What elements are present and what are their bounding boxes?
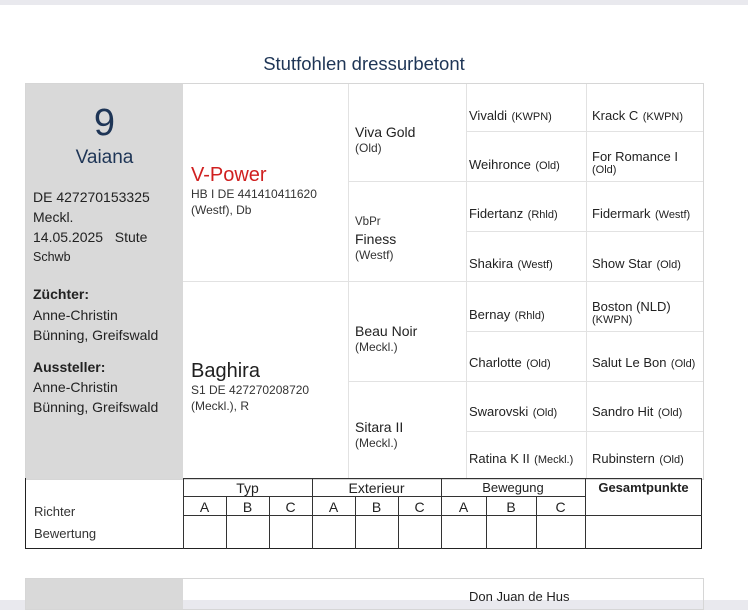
catalog-entry (25, 83, 704, 480)
group-bewegung: Bewegung (482, 480, 544, 495)
g4-5: Boston (NLD) (KWPN) (592, 299, 671, 326)
sd-prefix: VbPr (355, 216, 381, 228)
divider (466, 431, 703, 432)
ds-name: Beau Noir (355, 323, 418, 339)
divider (466, 131, 703, 132)
sire-reg: HB I DE 441410411620 (191, 187, 317, 201)
breeder-line-1: Anne-Christin (33, 307, 118, 323)
g4-6: Salut Le Bon (Old) (592, 355, 696, 370)
group-exterieur: Exterieur (348, 480, 405, 496)
class-title: Stutfohlen dressurbetont (263, 53, 465, 74)
divider (348, 381, 703, 382)
g3-8: Ratina K II (Meckl.) (469, 451, 574, 466)
sd-name: Finess (355, 231, 397, 247)
ss-breed: (Old) (355, 141, 382, 155)
horse-name: Vaiana (75, 147, 134, 168)
sire-name: V-Power (191, 164, 267, 186)
g3-4: Shakira (Westf) (469, 256, 553, 271)
breeder-label: Züchter: (33, 286, 89, 302)
horse-breed: Meckl. (33, 209, 74, 225)
divider (183, 496, 585, 497)
sire-breed: (Westf), Db (191, 203, 252, 217)
dd-name: Sitara II (355, 419, 404, 435)
horse-color: Schwb (33, 250, 71, 264)
dam-breed: (Meckl.), R (191, 399, 249, 413)
rating-label: Bewertung (34, 526, 97, 541)
next-catalog-entry (25, 578, 704, 610)
g3-2: Weihronce (Old) (469, 157, 560, 172)
horse-info-panel (26, 579, 183, 609)
sub-a: A (458, 499, 469, 515)
sub-c: C (414, 499, 425, 515)
ds-breed: (Meckl.) (355, 340, 398, 354)
g3-7: Swarovski (Old) (469, 404, 558, 419)
horse-info-panel (26, 84, 183, 479)
breeder-line-2: Bünning, Greifswald (33, 327, 159, 343)
dd-breed: (Meckl.) (355, 436, 398, 450)
divider (348, 84, 349, 479)
divider (183, 515, 702, 516)
sub-a: A (199, 499, 210, 515)
divider (466, 231, 703, 232)
horse-sex: Stute (114, 229, 148, 245)
divider (183, 478, 702, 479)
judge-label: Richter (34, 504, 76, 519)
horse-birth-sex (33, 228, 147, 247)
exhibitor-line-2: Bünning, Greifswald (33, 399, 159, 415)
g3-1: Don Juan de Hus (469, 589, 570, 604)
divider (348, 181, 703, 182)
g3-5: Bernay (Rhld) (469, 307, 545, 322)
g4-1: Krack C (KWPN) (592, 108, 684, 123)
sub-b: B (371, 499, 382, 515)
divider (466, 331, 703, 332)
ss-name: Viva Gold (355, 124, 416, 140)
g3-3: Fidertanz (Rhld) (469, 206, 558, 221)
horse-ueln: DE 427270153325 (33, 189, 150, 205)
sub-a: A (328, 499, 339, 515)
g4-3: Fidermark (Westf) (592, 206, 691, 221)
sub-c: C (555, 499, 566, 515)
g4-2: For Romance I (Old) (592, 149, 678, 176)
g4-4: Show Star (Old) (592, 256, 681, 271)
sub-b: B (506, 499, 516, 515)
g4-8: Rubinstern (Old) (592, 451, 684, 466)
divider (586, 84, 587, 479)
exhibitor-label: Aussteller: (33, 359, 106, 375)
g3-1: Vivaldi (KWPN) (469, 108, 552, 123)
g3-6: Charlotte (Old) (469, 355, 551, 370)
divider (466, 84, 467, 479)
dam-name: Baghira (191, 360, 260, 382)
g4-7: Sandro Hit (Old) (592, 404, 683, 419)
total-label: Gesamtpunkte (598, 480, 689, 495)
catalog-number: 9 (93, 102, 116, 144)
exhibitor-line-1: Anne-Christin (33, 379, 118, 395)
sub-b: B (242, 499, 253, 515)
sd-breed: (Westf) (355, 248, 394, 262)
divider (183, 281, 348, 282)
divider (348, 281, 703, 282)
group-typ: Typ (236, 480, 259, 496)
dam-reg: S1 DE 427270208720 (191, 383, 310, 397)
divider (585, 478, 586, 549)
scoring-table (25, 478, 702, 549)
sub-c: C (285, 499, 296, 515)
birth-date: 14.05.2025 (33, 229, 104, 245)
